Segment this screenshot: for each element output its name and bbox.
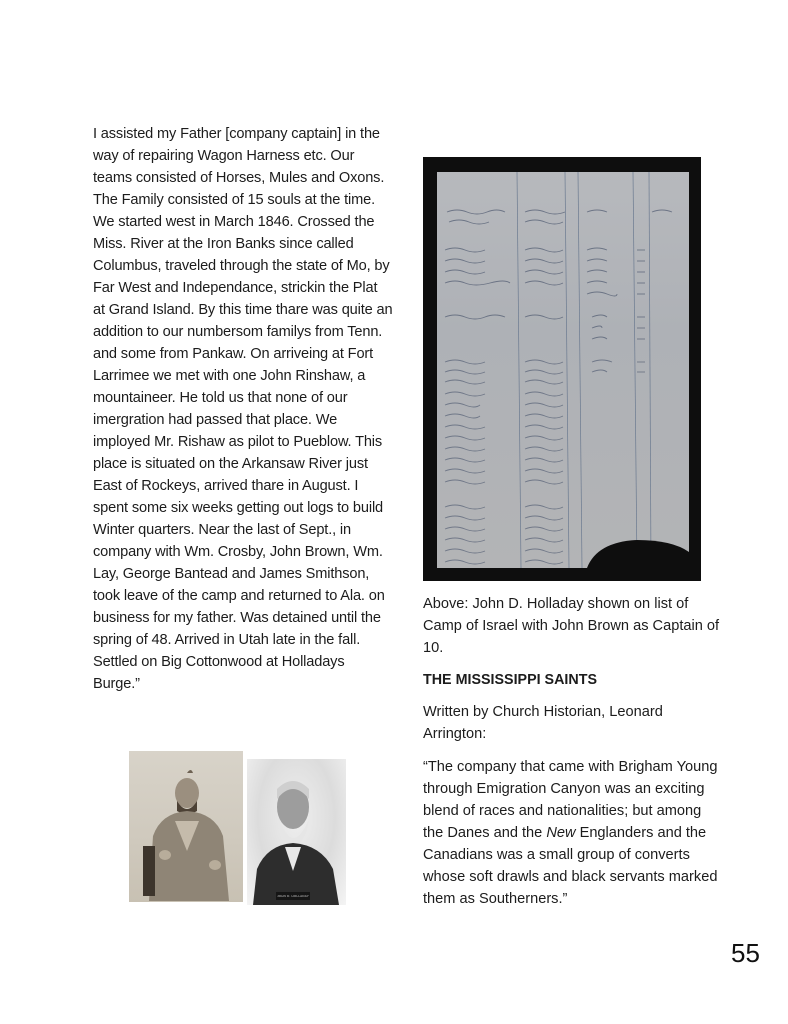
handwriting-lines <box>437 172 689 568</box>
portrait-photo-left <box>129 751 243 902</box>
quote-text-2: Englanders and the Canadians was a small group of converts whose soft drawls and black servants marked them as Southerners.” <box>423 825 718 907</box>
journal-paragraph: I assisted my Father [company captain] in the way of repairing Wagon Harness etc. Our teams consisted of Horses, Mules and Oxons. The Family consisted of 15 souls at the time. We started west in March 1846. Crossed the Miss. River at the Iron Banks since called Columbus, traveled through the state of Mo, by Far West and Independance, strickin the Plat at Grand Island. By this time thare was quite an addition to our numbersom familys from Tenn. and some from Pankaw. On arriveing at Fort Larrimee we met with one John Rinshaw, a mountaineer. He told us that none of our imergration had passed that place. We imployed Mr. Rishaw as pilot to Pueblow. This place is situated on the Arkansaw River just East of Rockeys, arrived thare in August. I spent some six weeks getting out logs to build Winter quarters. Near the last of Sept., in company with Wm. Crosby, John Brown, Wm. Lay, George Bantead and James Smithson, took leave of the camp and returned to Ala. on business for my father. Was detained until the spring of 48. Arrived in Utah late in the fall. Settled on Big Cottonwood at Holladays Burge.” <box>93 126 393 692</box>
seated-man-silhouette <box>129 751 243 902</box>
elderly-man-engraving <box>247 759 346 905</box>
portrait-photo-right <box>247 759 346 905</box>
portrait-name-plate: JOHN D. HOLLADAY <box>277 894 309 898</box>
document-scan-image <box>423 157 701 581</box>
page-number: 55 <box>731 938 760 968</box>
image-caption: Above: John D. Holladay shown on list of Camp of Israel with John Brown as Captain of 10. <box>423 596 720 656</box>
byline: Written by Church Historian, Leonard Arrington: <box>423 704 663 742</box>
arrington-quote <box>423 756 723 910</box>
section-heading: THE MISSISSIPPI SAINTS <box>423 672 597 688</box>
handwritten-list <box>437 172 689 568</box>
quote-italic-new: New <box>546 825 576 841</box>
left-column <box>93 123 393 695</box>
quote-text-1: “The company that came with Brigham Young through Emigration Canyon was an exciting blend of races and nationalities; but among the Danes and the <box>423 759 718 841</box>
